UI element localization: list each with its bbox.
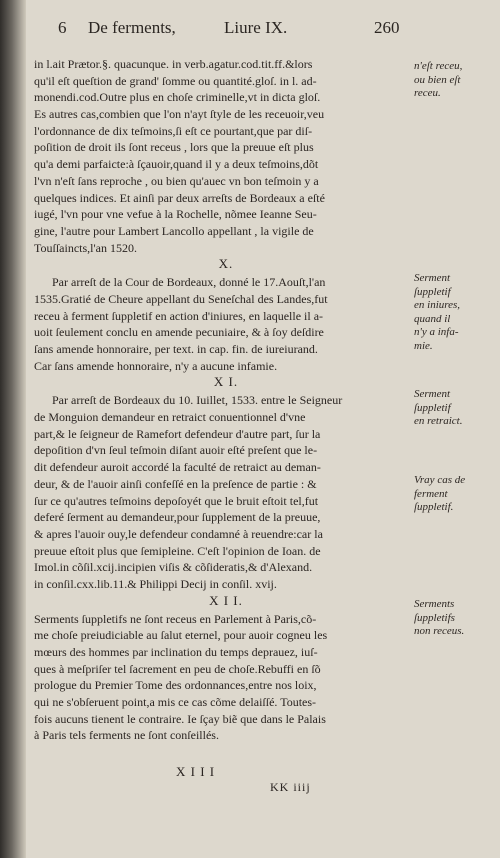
text-line: Car ſans amende honnoraire, n'y a aucune infamie. (34, 358, 278, 373)
margin-note-line: ou bien eſt (414, 73, 461, 86)
text-line: poſition de droit ils ſont receus , lors que la preuue eſt plus (34, 140, 314, 155)
text-line: uoit ſeulement conclu en amende pecuniaire, & à ſoy deſdire (34, 325, 324, 340)
margin-note-line: Serments (414, 598, 455, 610)
main-text-column (34, 56, 418, 744)
margin-note-line: ferment (414, 487, 448, 500)
margin-note-line: ſuppletifs (414, 611, 455, 624)
text-line: iugé, l'vn pour vne vefue à la Rochelle, nõmee Ieanne Seu- (34, 207, 317, 222)
margin-note (414, 474, 500, 515)
margin-note-line: non receus. (414, 625, 465, 637)
text-line: l'vn n'eſt ſans reproche , ou bien qu'auec vn bon teſmoin y a (34, 173, 319, 188)
margin-note (414, 388, 500, 429)
text-line: me choſe preiudiciable au ſalut eternel, pour auoir cogneu les (34, 628, 328, 643)
text-line: prologue du Premier Tome des ordonnances,entre nos loix, (34, 678, 317, 693)
margin-note-line: Serment (414, 388, 451, 400)
section-heading: X I. (213, 374, 239, 390)
text-line: ſans amende honnoraire, per text. in cap. fin. de iureiurand. (34, 342, 318, 356)
signature-mark: KK iiij (270, 780, 311, 794)
margin-note-line: ſuppletif. (414, 501, 454, 513)
header-folio: 260 (374, 18, 400, 37)
text-line: Imol.in cõſil.xcij.incipien viſis & cõſideratis,& d'Alexand. (34, 560, 313, 575)
text-line: ſur ce qu'autres teſmoins depoſoyét que le bruit eſtoit tel,fut (34, 493, 319, 508)
margin-note-line: quand il (414, 312, 451, 325)
text-line: in l.ait Prætor.§. quacunque. in verb.agatur.cod.tit.ff.&lors (34, 57, 313, 71)
section-heading-xiii: X I I I (176, 764, 216, 779)
section-heading: X. (218, 256, 234, 272)
text-line: part,& le ſeigneur de Ramefort defendeur d'autre part, ſur la (34, 426, 321, 441)
text-line: Par arreſt de Bordeaux du 10. Iuillet, 1533. entre le Seigneur (52, 393, 343, 408)
text-line: dit defendeur auroit accordé la faculté de retraict au deman- (34, 460, 321, 475)
text-line: deur, & de l'auoir ainſi confeſſé en la preſence de partie : & (34, 476, 317, 491)
margin-note-line: ſuppletif (414, 285, 451, 298)
text-line: Touſſaincts,l'an 1520. (34, 240, 137, 255)
text-line: qu'il eſt queſtion de grand' ſomme ou quantité.gloſ. in l. ad- (34, 73, 317, 88)
text-line: deferé ſerment au demandeur,pour ſupplement de la preuue, (34, 510, 321, 525)
margin-note-line: en retraict. (414, 415, 463, 427)
header-book: Liure IX. (224, 18, 288, 37)
text-line: à Paris tels ferments ne ſont conſeillés. (34, 728, 219, 743)
text-line: & apres l'auoir ouy,le defendeur condamné à reuendre:car la (34, 526, 323, 541)
text-line: de Monguion demandeur en retraict conuentionnel d'vne (34, 410, 306, 425)
text-line: fois aucuns tienent le contraire. Ie ſçay biẽ que dans le Palais (34, 711, 326, 726)
margin-note-line: ſuppletif (414, 401, 451, 414)
text-line: Serments ſuppletifs ne ſont receus en Parlement à Paris,cõ- (34, 611, 317, 626)
text-line: 1535.Gratié de Cheure appellant du Seneſchal des Landes,fut (34, 291, 328, 306)
text-line: preuue eſtoit plus que ſemipleine. C'eſt l'opinion de Ioan. de (34, 543, 321, 558)
text-line: Par arreſt de la Cour de Bordeaux, donné le 17.Aouſt,l'an (52, 275, 326, 290)
margin-note-line: en iniures, (414, 299, 461, 311)
margin-note-line: receu. (414, 87, 441, 99)
text-line: ques à meſpriſer tel ſacrement en peu de choſe.Rebuffi en ſõ (34, 661, 321, 676)
margin-note-line: mie. (414, 339, 433, 352)
book-binding-shadow (0, 0, 26, 858)
section-heading: X I I. (209, 592, 243, 608)
margin-note (414, 272, 500, 353)
text-line: mœurs des hommes par inclination du temps deprauez, iuſ- (34, 645, 318, 659)
margin-note (414, 60, 500, 101)
text-line: gine, l'autre pour Lambert Lancollo appellant , la vigile de (34, 223, 314, 238)
text-line: receu à ferment ſuppletif en action d'iniures, en laquelle il a- (34, 308, 324, 323)
text-line: in conſil.cxx.lib.11.& Philippi Decij in conſil. xvij. (34, 576, 277, 591)
header-running-title: De ferments, (88, 18, 176, 37)
margin-note (414, 598, 500, 639)
margin-note-line: Serment (414, 272, 451, 284)
text-line: qui ne s'obſeruent point,a mis ce cas cõme delaiſſé. Toutes- (34, 695, 317, 710)
running-header (58, 18, 458, 40)
header-page-number: 6 (58, 18, 67, 37)
text-line: Es autres cas,combien que l'on n'ayt ſtyle de les receuoir,veu (34, 107, 325, 122)
margin-note-line: n'y a infa- (414, 326, 459, 338)
text-line: monendi.cod.Outre plus en choſe criminelle,vt in dicta gloſ. (34, 90, 321, 105)
margin-note-line: Vray cas de (414, 474, 466, 486)
text-line: quelques indices. Et ainſi par deux arreſts de Bordeaux a eſté (34, 190, 325, 205)
text-line: qu'a demi parfaicte:à ſçauoir,quand il y a deux teſmoins,dõt (34, 157, 319, 172)
text-line: l'ordonnance de dix teſmoins,ſi eſt ce pourtant,que par diſ- (34, 123, 313, 138)
margin-note-line: n'eſt receu, (414, 60, 463, 72)
text-line: depoſition d'vn ſeul teſmoin diſant auoir eſté preſent que le- (34, 443, 318, 458)
